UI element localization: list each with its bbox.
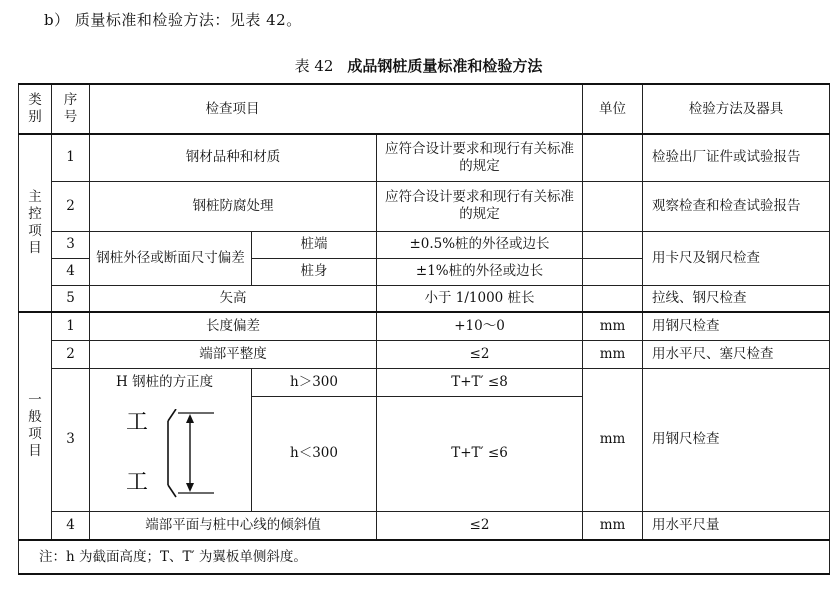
item-cell: 钢桩外径或断面尺寸偏差 bbox=[90, 231, 252, 285]
header-seq: 序号 bbox=[52, 84, 90, 134]
method-cell: 用水平尺、塞尺检查 bbox=[643, 340, 830, 368]
method-cell: 拉线、钢尺检查 bbox=[643, 285, 830, 312]
standard-cell: T+T′ ≤8 bbox=[377, 368, 583, 396]
item-cell: 端部平整度 bbox=[90, 340, 377, 368]
category-general: 一般项目 bbox=[19, 312, 52, 540]
seq-cell: 5 bbox=[52, 285, 90, 312]
standard-cell: 小于 1/1000 桩长 bbox=[377, 285, 583, 312]
quality-standard-table bbox=[18, 83, 830, 575]
unit-cell: mm bbox=[583, 368, 643, 511]
sub-item-cell: 桩身 bbox=[252, 258, 377, 285]
header-unit: 单位 bbox=[583, 84, 643, 134]
squareness-item-cell bbox=[90, 368, 252, 511]
unit-cell bbox=[583, 231, 643, 258]
flange-top-label: 工 bbox=[126, 409, 149, 435]
flange-tilt-top bbox=[168, 409, 176, 421]
unit-cell: mm bbox=[583, 340, 643, 368]
table-number: 表 42 bbox=[294, 57, 334, 75]
seq-cell: 4 bbox=[52, 511, 90, 540]
flange-tilt-bottom bbox=[168, 485, 176, 497]
unit-cell bbox=[583, 285, 643, 312]
item-cell: 长度偏差 bbox=[90, 312, 377, 340]
method-cell: 用卡尺及钢尺检查 bbox=[643, 231, 830, 285]
table-row bbox=[19, 134, 830, 181]
seq-cell: 4 bbox=[52, 258, 90, 285]
flange-bottom-label: 工 bbox=[126, 469, 149, 495]
seq-cell: 2 bbox=[52, 181, 90, 231]
intro-text: b） 质量标准和检验方法：见表 42。 bbox=[44, 11, 302, 29]
standard-cell: +10～0 bbox=[377, 312, 583, 340]
item-cell: 钢桩防腐处理 bbox=[90, 181, 377, 231]
table-title: 成品钢桩质量标准和检验方法 bbox=[347, 57, 543, 75]
note-row bbox=[19, 540, 830, 574]
standard-cell: T+T′ ≤6 bbox=[377, 396, 583, 511]
standard-cell: ≤2 bbox=[377, 340, 583, 368]
table-row bbox=[19, 312, 830, 340]
header-row bbox=[19, 84, 830, 134]
standard-cell: ±1%桩的外径或边长 bbox=[377, 258, 583, 285]
unit-cell bbox=[583, 181, 643, 231]
item-label: H 钢桩的方正度 bbox=[116, 373, 214, 390]
header-item: 检查项目 bbox=[90, 84, 583, 134]
standard-cell: ±0.5%桩的外径或边长 bbox=[377, 231, 583, 258]
method-cell: 观察检查和检查试验报告 bbox=[643, 181, 830, 231]
category-main: 主控项目 bbox=[19, 134, 52, 312]
method-cell: 用钢尺检查 bbox=[643, 368, 830, 511]
item-cell: 矢高 bbox=[90, 285, 377, 312]
seq-cell: 1 bbox=[52, 134, 90, 181]
standard-cell: ≤2 bbox=[377, 511, 583, 540]
table-row bbox=[19, 511, 830, 540]
table-note: 注：h 为截面高度；T、T′ 为翼板单侧斜度。 bbox=[19, 540, 830, 574]
sub-item-cell: h＞300 bbox=[252, 368, 377, 396]
seq-cell: 3 bbox=[52, 231, 90, 258]
header-method: 检验方法及器具 bbox=[643, 84, 830, 134]
table-row bbox=[19, 231, 830, 258]
unit-cell bbox=[583, 134, 643, 181]
method-cell: 用钢尺检查 bbox=[643, 312, 830, 340]
arrow-up-icon bbox=[186, 414, 194, 423]
table-row bbox=[19, 340, 830, 368]
sub-item-cell: 桩端 bbox=[252, 231, 377, 258]
standard-cell: 应符合设计要求和现行有关标准的规定 bbox=[377, 181, 583, 231]
table-row bbox=[19, 368, 830, 396]
seq-cell: 1 bbox=[52, 312, 90, 340]
sub-item-cell: h＜300 bbox=[252, 396, 377, 511]
method-cell: 用水平尺量 bbox=[643, 511, 830, 540]
header-category: 类别 bbox=[19, 84, 52, 134]
seq-cell: 2 bbox=[52, 340, 90, 368]
unit-cell bbox=[583, 258, 643, 285]
arrow-down-icon bbox=[186, 483, 194, 492]
unit-cell: mm bbox=[583, 511, 643, 540]
standard-cell: 应符合设计要求和现行有关标准的规定 bbox=[377, 134, 583, 181]
table-row bbox=[19, 181, 830, 231]
h-pile-squareness-diagram bbox=[126, 409, 236, 499]
method-cell: 检验出厂证件或试验报告 bbox=[643, 134, 830, 181]
item-cell: 端部平面与桩中心线的倾斜值 bbox=[90, 511, 377, 540]
unit-cell: mm bbox=[583, 312, 643, 340]
table-caption bbox=[0, 55, 837, 76]
table-row bbox=[19, 285, 830, 312]
item-cell: 钢材品种和材质 bbox=[90, 134, 377, 181]
seq-cell: 3 bbox=[52, 368, 90, 511]
